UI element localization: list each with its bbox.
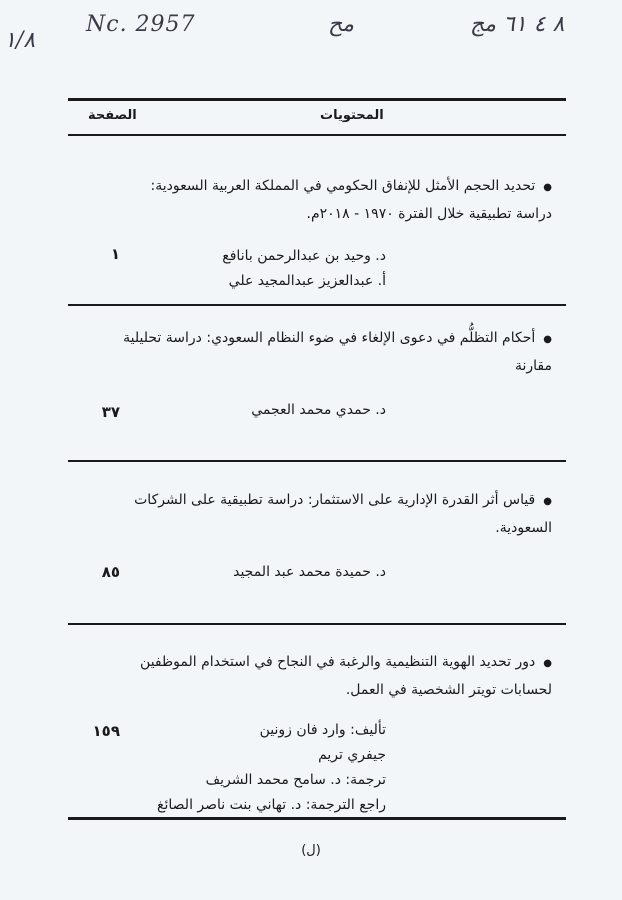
entry-page-number: ١: [110, 245, 120, 263]
bullet-icon: ●: [543, 496, 552, 507]
entry-divider: [68, 304, 566, 306]
entry-author: جيفري تريم: [318, 747, 386, 763]
entry-author: د. حمدي محمد العجمي: [251, 402, 386, 418]
entry-page-number: ١٥٩: [92, 722, 120, 740]
entry-author: راجع الترجمة: د. تهاني بنت ناصر الصائغ: [157, 797, 386, 813]
header-top-rule: [68, 98, 566, 101]
header-bottom-rule: [68, 134, 566, 136]
entry-title: ●قياس أثر القدرة الإدارية على الاستثمار: دراسة تطبيقية على الشركات السعودية.: [134, 492, 552, 536]
entry-divider: [68, 623, 566, 625]
entry-page-number: ٣٧: [101, 403, 120, 421]
entry-author: أ. عبدالعزيز عبدالمجيد علي: [228, 273, 386, 289]
entry-page-number: ٨٥: [101, 563, 120, 581]
entry-author: ترجمة: د. سامح محمد الشريف: [205, 772, 386, 788]
bullet-icon: ●: [543, 182, 552, 193]
handwritten-fraction: ١/٨: [4, 28, 36, 53]
handwritten-code: ٨ ٤ ٦١ مج: [470, 12, 565, 37]
entry-divider: [68, 460, 566, 462]
page-marker: (ل): [301, 843, 321, 858]
handwritten-number: Nc. 2957: [86, 12, 196, 37]
entry-author: د. وحيد بن عبدالرحمن بانافع: [222, 248, 386, 264]
footer-rule: [68, 817, 566, 820]
entry-author: د. حميدة محمد عبد المجيد: [233, 564, 386, 580]
handwritten-mark: مح: [328, 12, 354, 37]
entry-title: ●دور تحديد الهوية التنظيمية والرغبة في النجاح في استخدام الموظفين لحسابات تويتر الشخصية في العمل.: [140, 654, 552, 698]
entry-title: ●تحديد الحجم الأمثل للإنفاق الحكومي في المملكة العربية السعودية: دراسة تطبيقية خلال الفترة ١٩٧٠ - ٢٠١٨م.: [150, 178, 552, 222]
entry-author: تأليف: وارد فان زونين: [259, 722, 386, 738]
contents-heading: المحتويات: [320, 108, 384, 123]
page-heading: الصفحة: [88, 108, 137, 123]
entry-title: ●أحكام التظلُّم في دعوى الإلغاء في ضوء النظام السعودي: دراسة تحليلية مقارنة: [123, 330, 552, 374]
bullet-icon: ●: [543, 658, 552, 669]
bullet-icon: ●: [543, 334, 552, 345]
